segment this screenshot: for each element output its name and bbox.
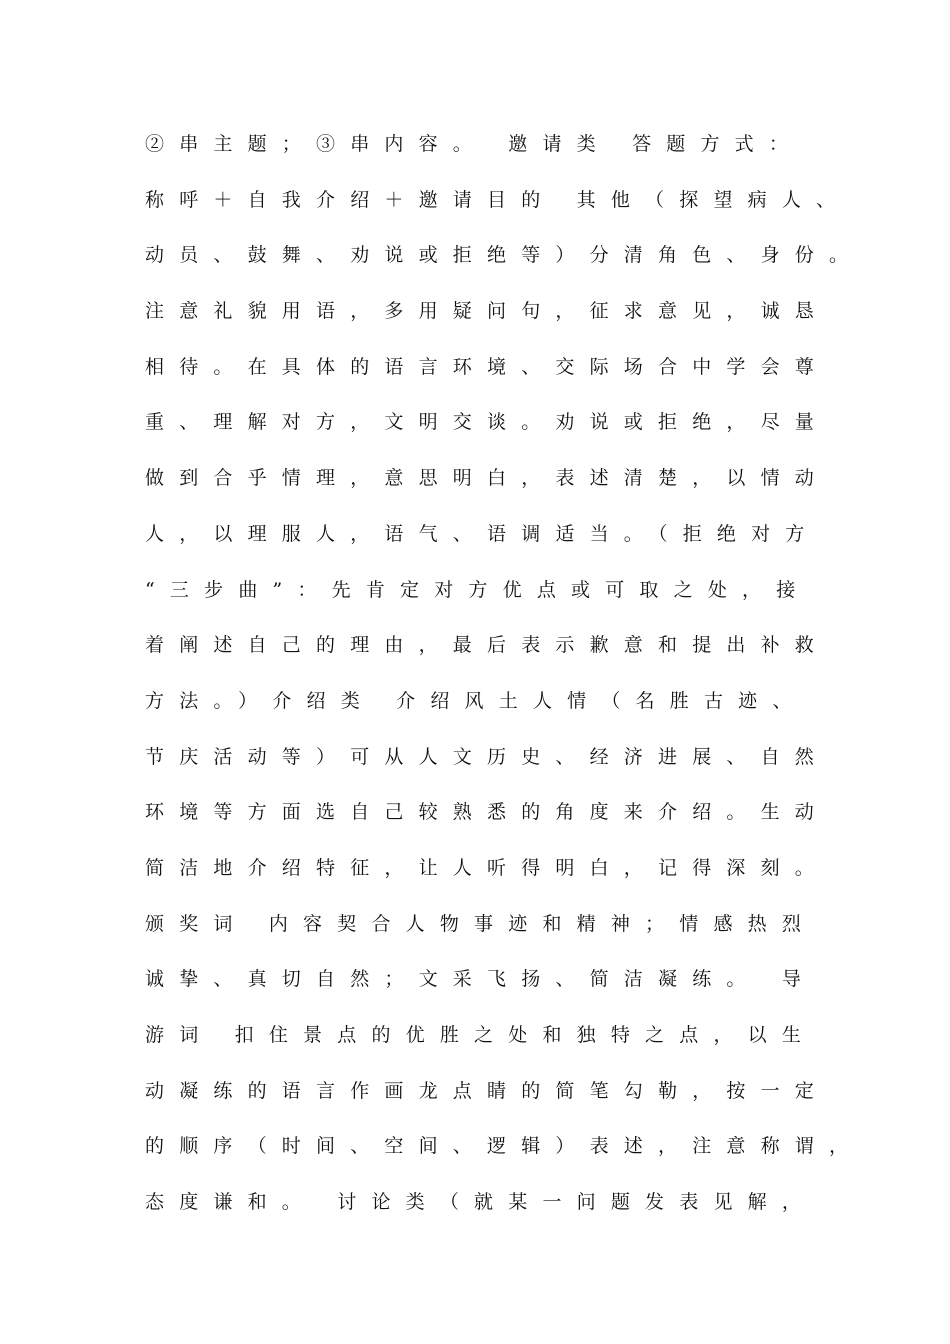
- text-line: 颁奖词 内容契合人物事迹和精神；情感热烈: [145, 912, 817, 935]
- text-line: 诚挚、真切自然；文采飞扬、简洁凝练。 导: [145, 968, 817, 991]
- text-line: 人，以理服人，语气、语调适当。（拒绝对方: [145, 522, 820, 545]
- text-line: 简洁地介绍特征，让人听得明白，记得深刻。: [145, 856, 830, 879]
- text-line: 着阐述自己的理由，最后表示歉意和提出补救: [145, 634, 830, 657]
- text-line: 重、理解对方，文明交谈。劝说或拒绝，尽量: [145, 411, 830, 434]
- body-text: [145, 128, 864, 1242]
- text-line: 游词 扣住景点的优胜之处和独特之点，以生: [145, 1024, 817, 1046]
- text-line: ②串主题；③串内容。 邀请类 答题方式：: [145, 133, 804, 155]
- text-line: 环境等方面选自己较熟悉的角度来介绍。生动: [145, 801, 830, 824]
- text-line: 相待。在具体的语言环境、交际场合中学会尊: [145, 355, 830, 378]
- text-line: 方法。）介绍类 介绍风土人情（名胜古迹、: [145, 689, 807, 712]
- text-line: 态度谦和。 讨论类（就某一问题发表见解，: [145, 1191, 817, 1214]
- text-line: 的顺序（时间、空间、逻辑）表述，注意称谓，: [145, 1135, 864, 1158]
- text-line: “三步曲”：先肯定对方优点或可取之处，接: [145, 578, 811, 601]
- text-line: 做到合乎情理，意思明白，表述清楚，以情动: [145, 467, 830, 490]
- text-line: 节庆活动等）可从人文历史、经济进展、自然: [145, 745, 830, 768]
- text-line: 动凝练的语言作画龙点睛的简笔勾勒，按一定: [145, 1079, 830, 1102]
- text-line: 称呼＋自我介绍＋邀请目的 其他（探望病人、: [145, 188, 851, 211]
- text-line: 注意礼貌用语，多用疑问句，征求意见，诚恳: [145, 300, 830, 323]
- text-line: 动员、鼓舞、劝说或拒绝等）分清角色、身份。: [145, 244, 864, 267]
